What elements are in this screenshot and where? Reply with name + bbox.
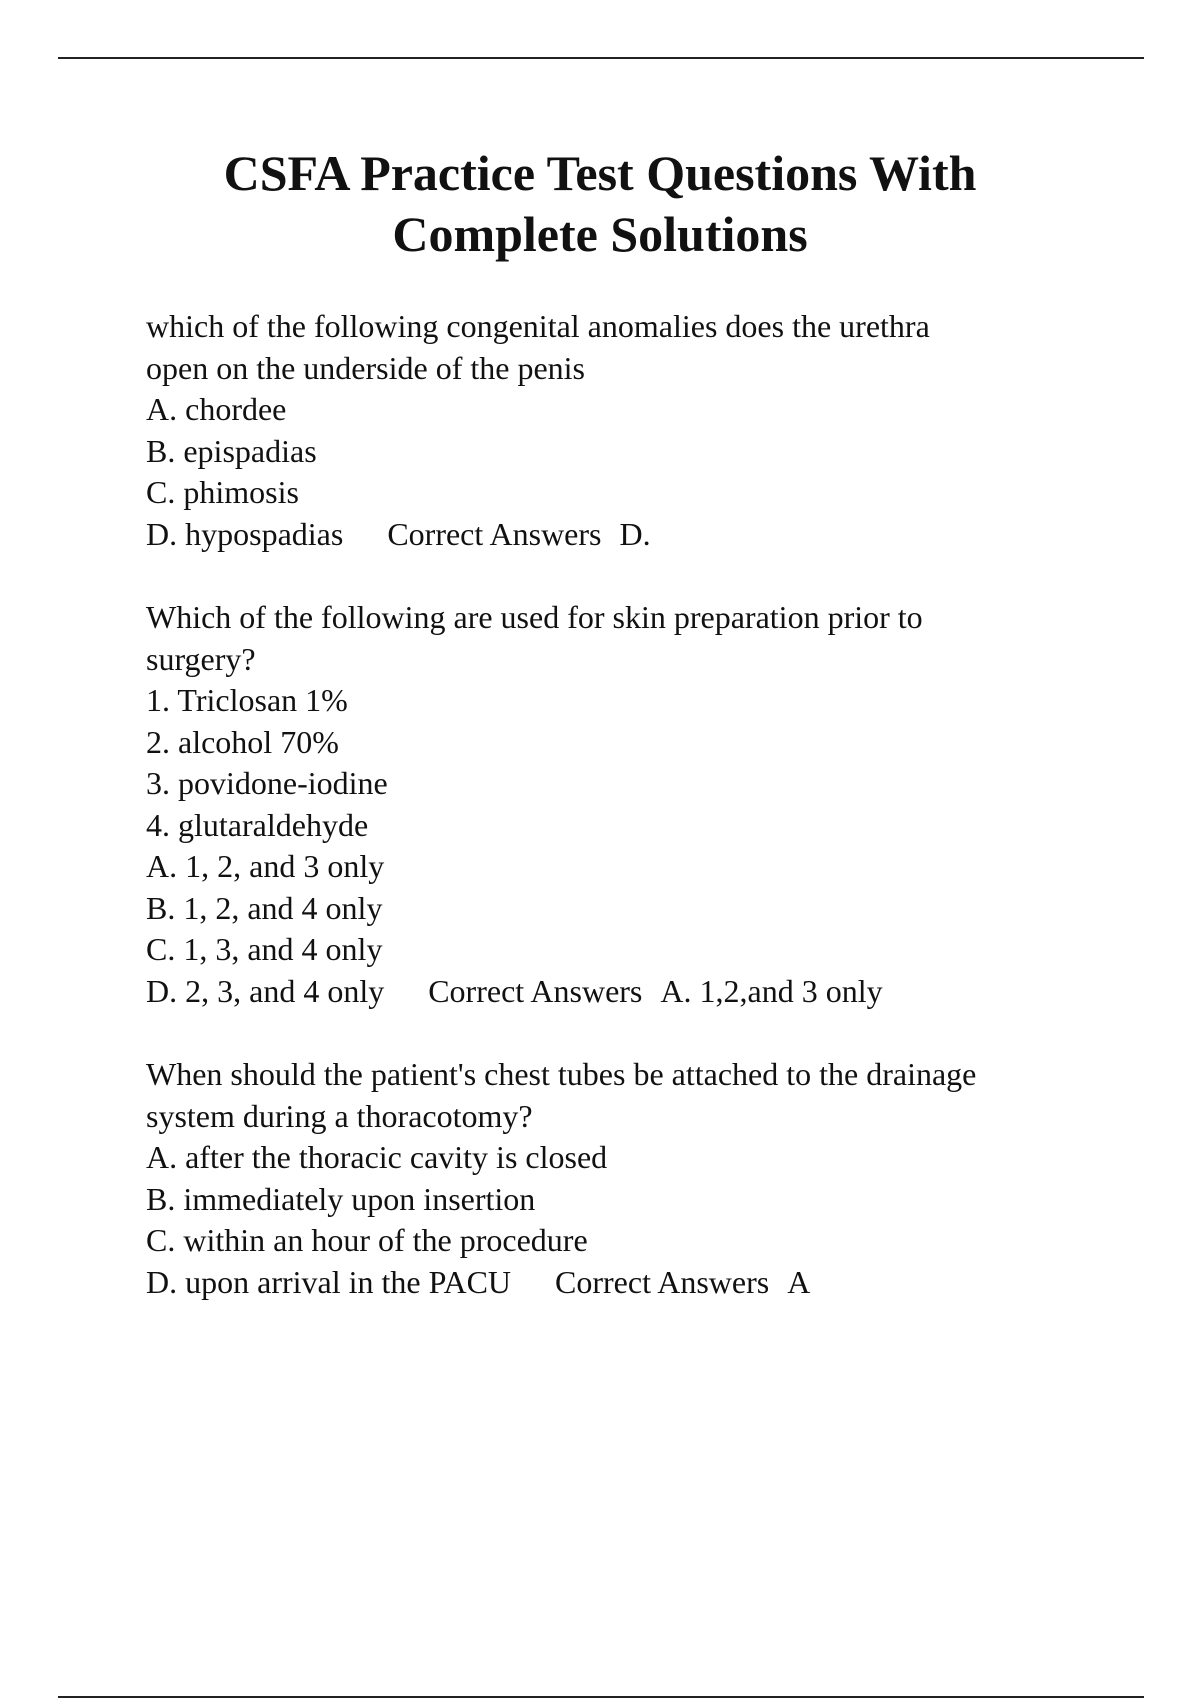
question-2: [146, 597, 1146, 1012]
bottom-divider: [58, 1696, 1144, 1698]
option-b: B. epispadias: [146, 432, 317, 469]
question-stem-line: surgery?: [146, 640, 256, 677]
option-d: D. upon arrival in the PACU: [146, 1263, 512, 1300]
question-stem-line: system during a thoracotomy?: [146, 1097, 533, 1134]
option-c: C. 1, 3, and 4 only: [146, 931, 383, 967]
option-b: B. 1, 2, and 4 only: [146, 889, 383, 926]
question-3: [146, 1054, 1146, 1303]
option-d-with-answer: [146, 1262, 1146, 1304]
question-stem-line: When should the patient's chest tubes be attached to the drainage: [146, 1056, 977, 1092]
correct-answer-value: A: [787, 1263, 811, 1300]
title-line-1: CSFA Practice Test Questions With: [223, 145, 977, 201]
item-4: 4. glutaraldehyde: [146, 806, 369, 843]
correct-answers-label: Correct Answers: [387, 515, 602, 552]
question-stem-line: which of the following congenital anomalies does the urethra: [146, 308, 930, 344]
option-d-with-answer: [146, 514, 1146, 556]
option-b: B. immediately upon insertion: [146, 1180, 536, 1217]
option-d: D. 2, 3, and 4 only: [146, 972, 385, 1009]
correct-answer-value: A. 1,2,and 3 only: [660, 972, 883, 1009]
option-d: D. hypospadias: [146, 515, 344, 552]
correct-answers-label: Correct Answers: [428, 972, 643, 1009]
option-a: A. after the thoracic cavity is closed: [146, 1139, 608, 1175]
question-1: [146, 306, 1146, 555]
option-c: C. within an hour of the procedure: [146, 1222, 588, 1258]
option-a: A. chordee: [146, 391, 287, 427]
top-divider: [58, 57, 1144, 59]
item-2: 2. alcohol 70%: [146, 723, 339, 760]
option-c: C. phimosis: [146, 474, 299, 510]
question-stem-line: Which of the following are used for skin preparation prior to: [146, 599, 923, 635]
option-a: A. 1, 2, and 3 only: [146, 848, 385, 884]
option-d-with-answer: [146, 971, 1146, 1013]
page-title: [0, 143, 1200, 265]
question-stem-line: open on the underside of the penis: [146, 349, 585, 386]
item-3: 3. povidone-iodine: [146, 765, 388, 801]
correct-answer-value: D.: [619, 515, 651, 552]
title-line-2: Complete Solutions: [392, 206, 808, 262]
question-list: [146, 306, 1146, 1345]
item-1: 1. Triclosan 1%: [146, 682, 348, 718]
correct-answers-label: Correct Answers: [555, 1263, 770, 1300]
